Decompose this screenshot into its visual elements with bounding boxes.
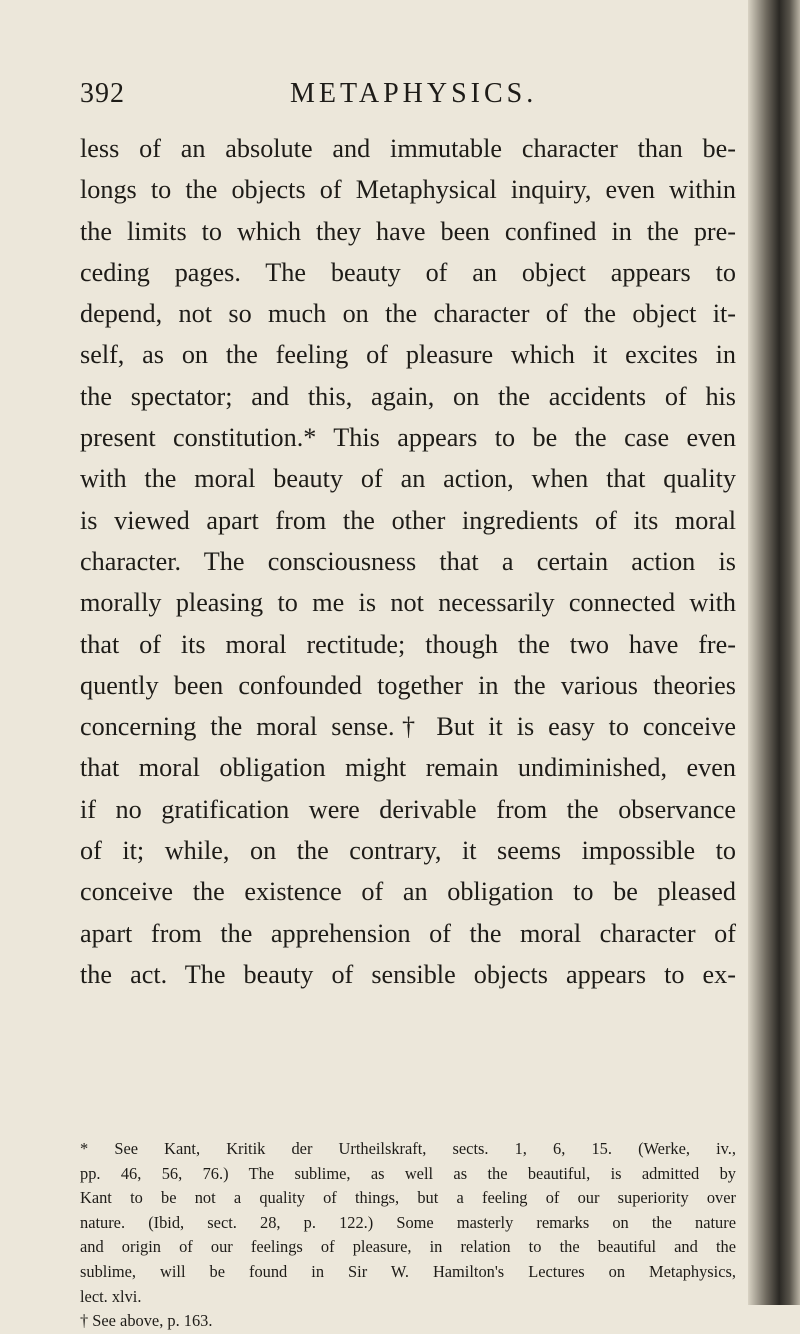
page-number: 392 bbox=[80, 78, 125, 109]
body-line: with the moral beauty of an action, when that quality bbox=[80, 464, 736, 494]
body-line: concerning the moral sense.† But it is easy to conceive bbox=[80, 712, 736, 742]
body-line: of it; while, on the contrary, it seems impossible to bbox=[80, 836, 736, 866]
footnote-line: and origin of our feelings of pleasure, in relation to the beautiful and the bbox=[80, 1237, 736, 1257]
body-line: is viewed apart from the other ingredients of its moral bbox=[80, 505, 736, 535]
body-line: self, as on the feeling of pleasure which it excites in bbox=[80, 340, 736, 370]
body-text bbox=[80, 128, 736, 995]
body-line: the limits to which they have been confined in the pre- bbox=[80, 216, 736, 246]
body-line: depend, not so much on the character of the object it- bbox=[80, 299, 736, 329]
footnote-line: Kant to be not a quality of things, but a feeling of our superiority over bbox=[80, 1188, 736, 1208]
body-line: conceive the existence of an obligation to be pleased bbox=[80, 877, 736, 907]
running-title: METAPHYSICS. bbox=[290, 78, 538, 109]
footnote-line: pp. 46, 56, 76.) The sublime, as well as the beautiful, is admitted by bbox=[80, 1163, 736, 1183]
page-edge-shadow bbox=[748, 0, 800, 1305]
body-line: the act. The beauty of sensible objects appears to ex- bbox=[80, 959, 736, 989]
body-line: apart from the apprehension of the moral character of bbox=[80, 918, 736, 948]
footnote-line: lect. xlvi. bbox=[80, 1286, 142, 1306]
body-line: the spectator; and this, again, on the accidents of his bbox=[80, 381, 736, 411]
footnote-line: † See above, p. 163. bbox=[80, 1311, 213, 1331]
body-line: present constitution.* This appears to be the case even bbox=[80, 423, 736, 453]
footnote-line: * See Kant, Kritik der Urtheilskraft, sects. 1, 6, 15. (Werke, iv., bbox=[80, 1139, 736, 1158]
body-line: longs to the objects of Metaphysical inquiry, even within bbox=[80, 175, 736, 205]
body-line: morally pleasing to me is not necessarily connected with bbox=[80, 588, 736, 618]
body-line: less of an absolute and immutable character than be- bbox=[80, 134, 736, 163]
footnotes bbox=[80, 1137, 736, 1334]
body-line: if no gratification were derivable from the observance bbox=[80, 794, 736, 824]
body-line: that of its moral rectitude; though the two have fre- bbox=[80, 629, 736, 659]
body-line: ceding pages. The beauty of an object appears to bbox=[80, 257, 736, 287]
body-line: quently been confounded together in the various theories bbox=[80, 670, 736, 700]
page-header bbox=[80, 78, 740, 118]
footnote-line: sublime, will be found in Sir W. Hamilton's Lectures on Metaphysics, bbox=[80, 1261, 736, 1281]
footnote-line: nature. (Ibid, sect. 28, p. 122.) Some masterly remarks on the nature bbox=[80, 1212, 736, 1232]
body-line: that moral obligation might remain undiminished, even bbox=[80, 753, 736, 783]
body-line: character. The consciousness that a certain action is bbox=[80, 546, 736, 576]
